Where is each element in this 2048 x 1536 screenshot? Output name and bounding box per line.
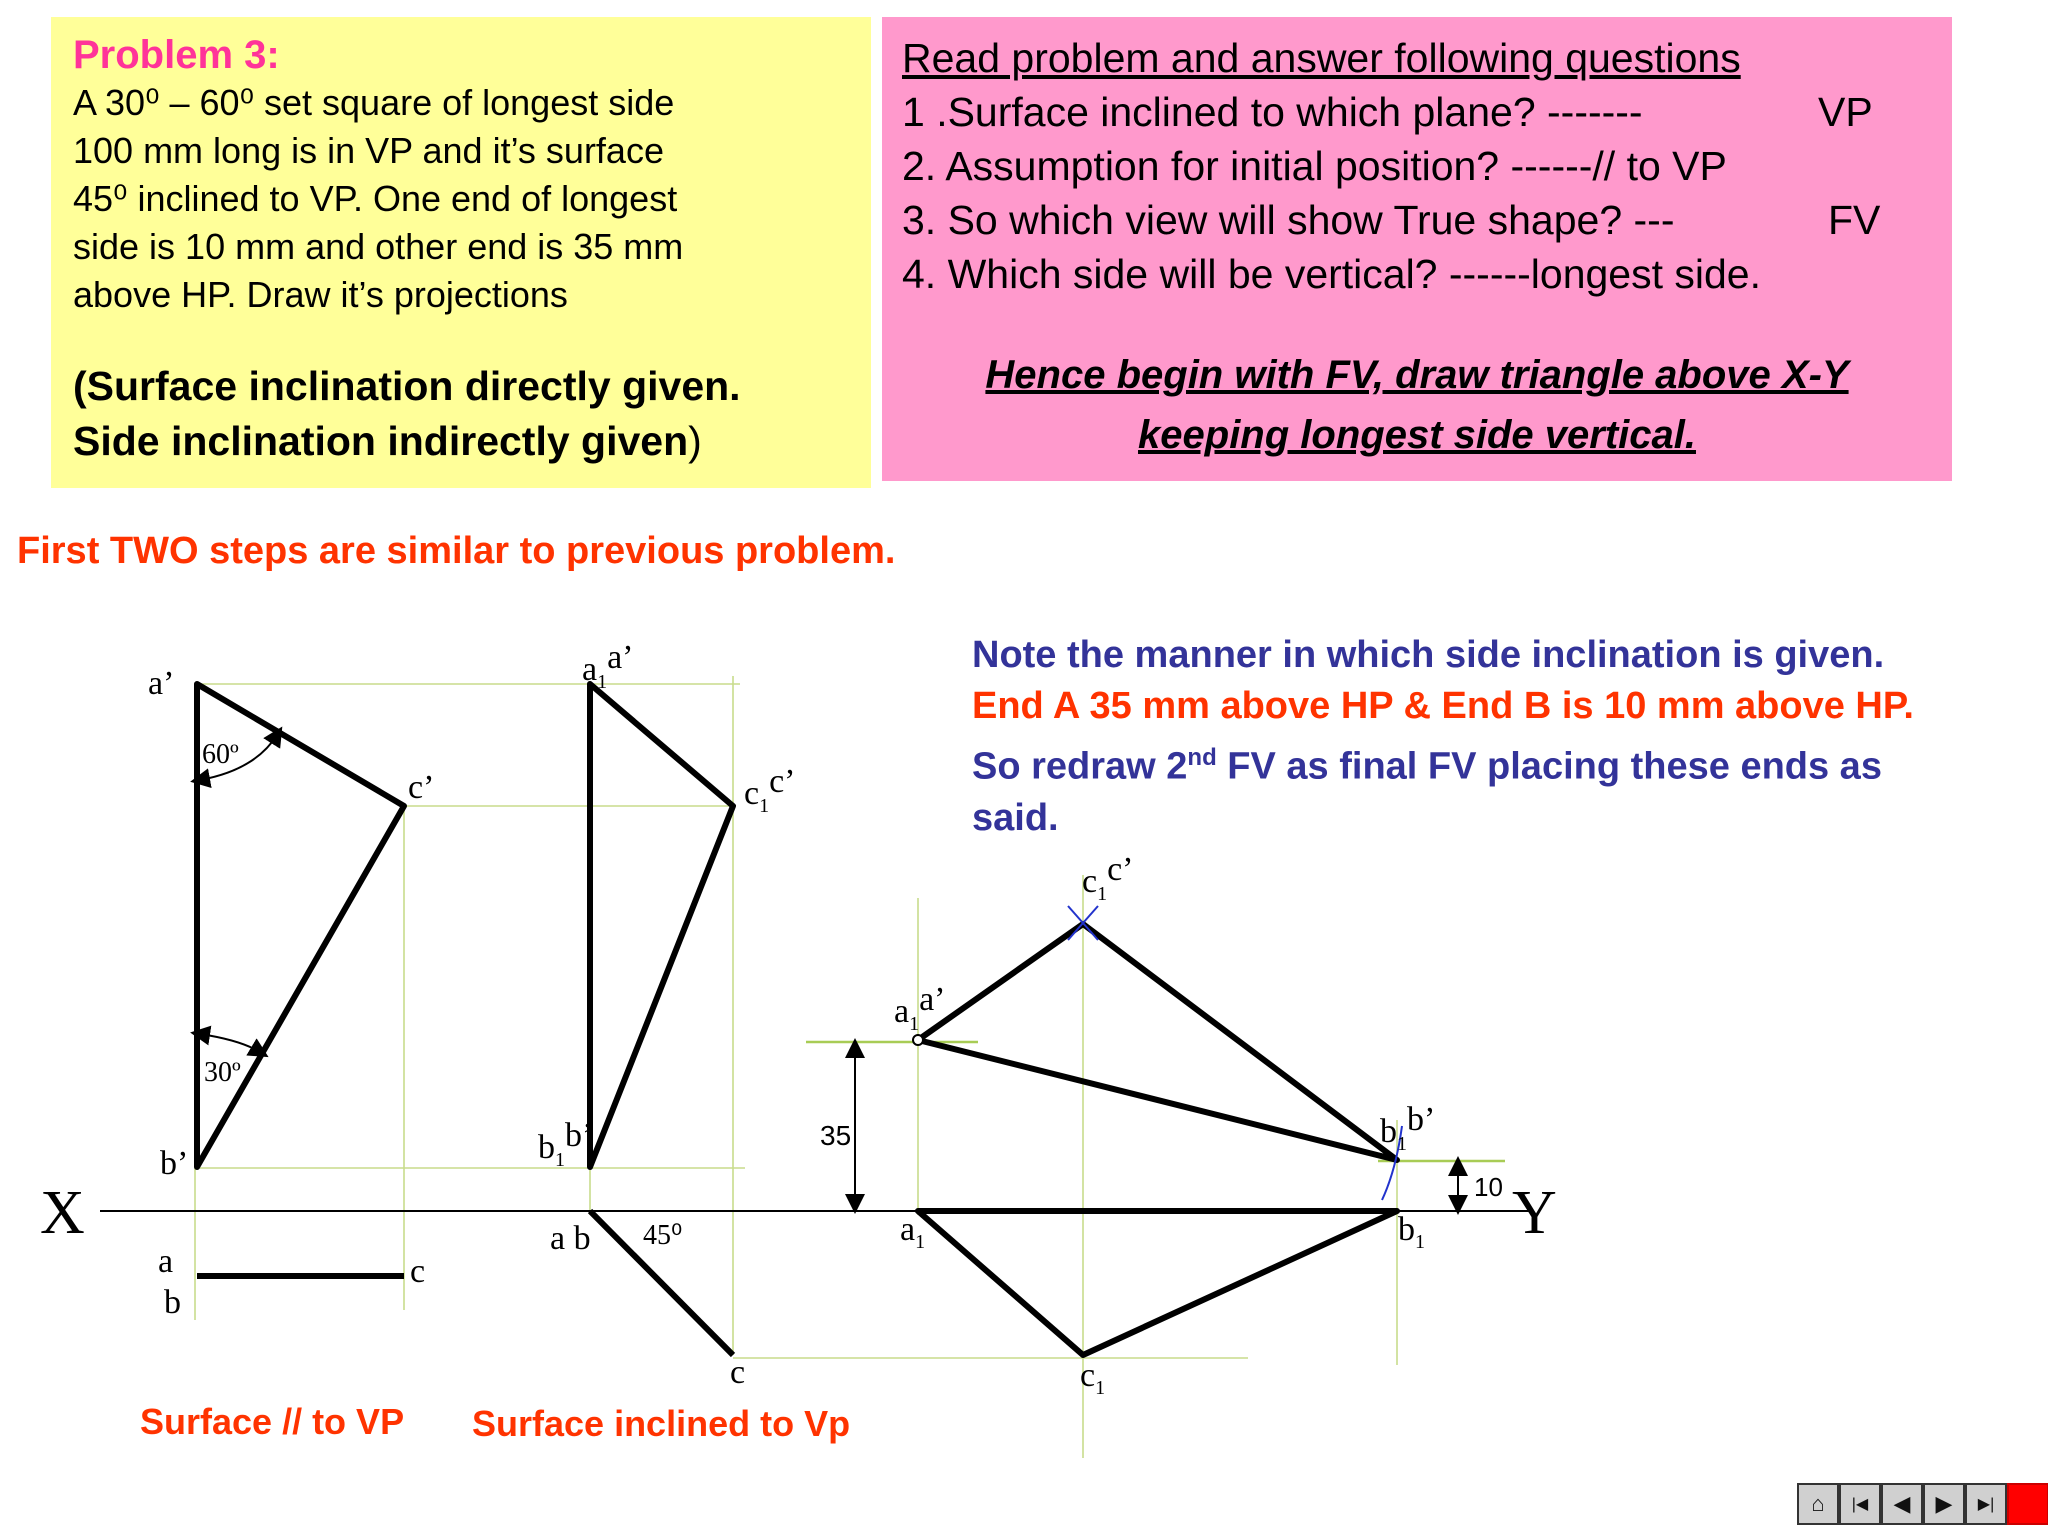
view3-top-view — [918, 1211, 1397, 1355]
previous-slide-button[interactable] — [1881, 1483, 1923, 1525]
skip-forward-icon: ▶| — [1977, 1496, 1995, 1513]
v2-label-c: c — [730, 1354, 746, 1391]
questions-heading: Read problem and answer following questions — [902, 35, 1741, 81]
v2-label-ab: a b — [550, 1220, 591, 1257]
v3-label-b1-prime: $b_1b$’ — [1380, 1101, 1436, 1155]
caption-surface-inclined: Surface inclined to Vp — [472, 1403, 851, 1444]
construction-lines — [195, 676, 1397, 1458]
problem-line-1: A 30⁰ – 60⁰ set square of longest side — [73, 82, 675, 123]
home-button[interactable] — [1797, 1483, 1839, 1525]
v2-angle-45: 45⁰ — [643, 1220, 683, 1251]
last-slide-button[interactable] — [1965, 1483, 2007, 1525]
question-1-text: 1 .Surface inclined to which plane? ------- — [902, 89, 1643, 135]
v1-label-c: c — [410, 1253, 426, 1290]
v1-label-c-prime: c’ — [408, 769, 435, 806]
previous-icon: ◀ — [1893, 1491, 1911, 1516]
question-3-text: 3. So which view will show True shape? --- — [902, 197, 1675, 243]
next-slide-button[interactable] — [1923, 1483, 1965, 1525]
v3-label-c1-prime: $c_1c$’ — [1082, 851, 1134, 905]
problem-line-5: above HP. Draw it’s projections — [73, 274, 568, 315]
steps-note: First TWO steps are similar to previous problem. — [17, 530, 896, 572]
note-line-3-post: FV as final FV placing these ends as — [1216, 745, 1882, 788]
inclination-note-line-2: Side inclination indirectly given — [73, 418, 689, 464]
view3-front-view — [918, 924, 1397, 1160]
end-show-button[interactable] — [2007, 1483, 2048, 1525]
question-1-answer: VP — [1818, 89, 1873, 135]
problem-line-2: 100 mm long is in VP and it’s surface — [73, 130, 664, 171]
question-3-answer: FV — [1828, 197, 1881, 243]
v1-angle-60: 60º — [202, 739, 239, 770]
v3-label-c1: $c_1$ — [1080, 1357, 1106, 1399]
dim-10-label: 10 — [1474, 1172, 1503, 1202]
v1-label-b-prime: b’ — [160, 1145, 189, 1182]
hence-line-2: keeping longest side vertical. — [1138, 413, 1696, 457]
dim-35-label: 35 — [820, 1120, 852, 1151]
problem-line-4: side is 10 mm and other end is 35 mm — [73, 226, 684, 267]
note-line-3-pre: So redraw 2 — [972, 745, 1188, 788]
v1-label-a-prime: a’ — [148, 665, 175, 702]
v3-label-a1-prime: $a_1a$’ — [894, 981, 946, 1035]
note-line-2: End A 35 mm above HP & End B is 10 mm above HP. — [972, 685, 1914, 727]
note-line-3-sup: nd — [1187, 744, 1217, 771]
problem-title: Problem 3: — [73, 33, 280, 77]
x-label: X — [40, 1179, 85, 1247]
note-line-4: said. — [972, 796, 1059, 839]
v1-label-b: b — [164, 1284, 181, 1321]
problem-line-3: 45⁰ inclined to VP. One end of longest — [73, 178, 678, 219]
v2-label-a1-prime: $a_1a$’ — [582, 639, 634, 693]
hence-line-1: Hence begin with FV, draw triangle above X-Y — [985, 353, 1849, 397]
v3-label-b1: $b_1$ — [1398, 1211, 1425, 1253]
skip-back-icon: |◀ — [1851, 1496, 1869, 1513]
view2-triangle — [590, 684, 733, 1167]
v2-label-c1-prime: $c_1c$’ — [744, 763, 796, 817]
angle30-arc — [200, 1034, 260, 1052]
v2-label-b1-prime: $b_1b$’ — [538, 1117, 594, 1171]
inclination-note-line-1: (Surface inclination directly given. — [73, 363, 741, 409]
inclination-note-paren: ) — [688, 418, 702, 464]
first-slide-button[interactable] — [1839, 1483, 1881, 1525]
a1-point-marker — [913, 1035, 923, 1045]
y-label: Y — [1512, 1179, 1557, 1247]
slide-navigation — [1797, 1483, 2048, 1527]
note-line-1: Note the manner in which side inclination is given. — [972, 634, 1885, 676]
v3-label-a1: $a_1$ — [900, 1211, 926, 1253]
question-4-text: 4. Which side will be vertical? ------longest side. — [902, 251, 1761, 297]
next-icon: ▶ — [1935, 1491, 1953, 1516]
question-2-text: 2. Assumption for initial position? ------// to VP — [902, 143, 1727, 189]
v1-label-a: a — [158, 1243, 174, 1280]
home-icon: ⌂ — [1811, 1491, 1825, 1516]
caption-surface-parallel: Surface // to VP — [140, 1401, 405, 1442]
v1-angle-30: 30º — [204, 1057, 241, 1088]
